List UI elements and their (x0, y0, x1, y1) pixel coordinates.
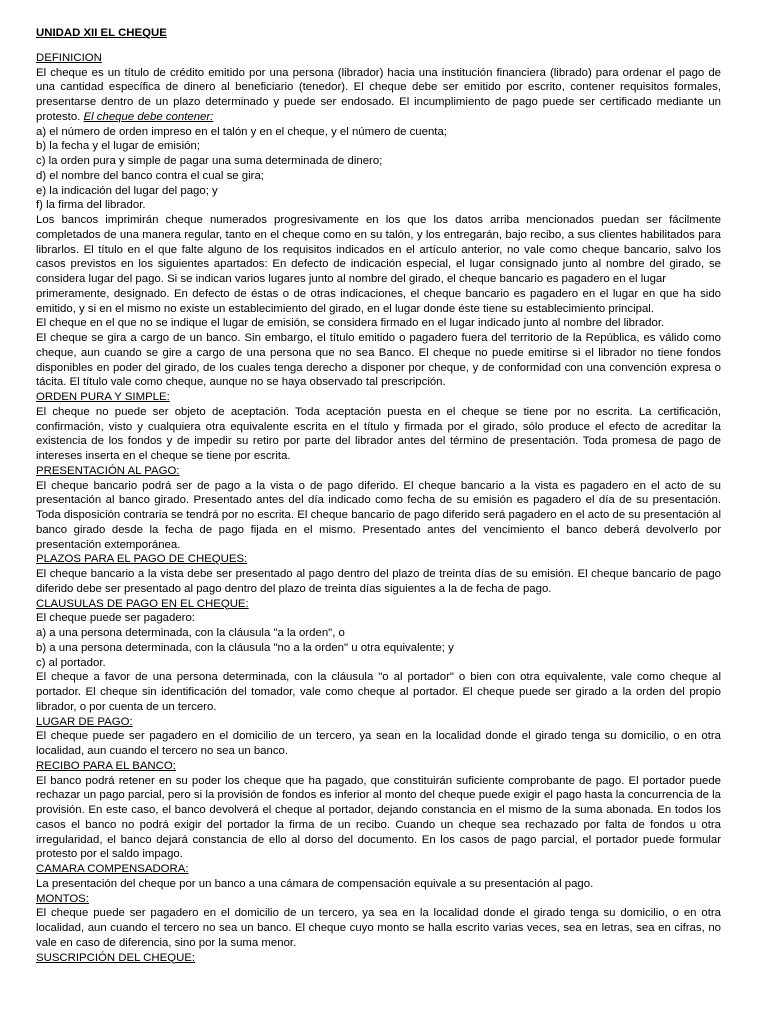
paragraph: primeramente, designado. En defecto de éstas o de otras indicaciones, el cheque bancario es pagadero en el lugar en que ha sido emitido, y si en el mismo no existe un establecimiento del girado, en el lugar donde éste tiene su establecimiento principal. (36, 287, 721, 315)
heading-orden: ORDEN PURA Y SIMPLE: (36, 391, 170, 404)
paragraph: El cheque bancario podrá ser de pago a la vista o de pago diferido. El cheque bancario a la vista es pagadero en el acto de su presentación al banco girado. Presentado antes del día indicado como fecha de su emisión es pagadero el día de su presentación. Toda disposición contraria se tendrá por no escrita. El cheque bancario de pago diferido será pagadero en el acto de su presentación al banco girado desde la fecha de pago fijada en el mismo. Presentado antes del vencimiento el banco deberá devolverlo por presentación extemporánea. (36, 479, 721, 551)
list-item: d) el nombre del banco contra el cual se gira; (36, 169, 264, 182)
heading-recibo: RECIBO PARA EL BANCO: (36, 759, 176, 772)
list-item: b) a una persona determinada, con la cláusula "no a la orden" u otra equivalente; y (36, 641, 454, 654)
paragraph: El cheque no puede ser objeto de aceptación. Toda aceptación puesta en el cheque se tiene por no escrita. La certificación, confirmación, visto y cualquiera otra equivalente escrita en el título y firmada por el girado, sólo produce el efecto de acreditar la existencia de los fondos y de impedir su retiro por parte del librador antes del término de presentación. Toda promesa de pago de intereses inserta en el cheque se tiene por escrita. (36, 405, 721, 463)
paragraph: El cheque puede ser pagadero en el domicilio de un tercero, ya sean en la localidad donde el girado tenga su domicilio, o en otra localidad, aun cuando el tercero no sea un banco. (36, 730, 721, 758)
list-item: c) al portador. (36, 656, 106, 669)
document-body (36, 51, 721, 966)
list-item: a) a una persona determinada, con la cláusula "a la orden", o (36, 627, 345, 640)
list-item: f) la firma del librador. (36, 199, 146, 212)
list-item: e) la indicación del lugar del pago; y (36, 184, 218, 197)
paragraph: El cheque a favor de una persona determinada, con la cláusula "o al portador" o bien con otra equivalente, vale como cheque al portador. El cheque sin identificación del tomador, vale como cheque al portador. El cheque puede ser girado a la orden del propio librador, o por cuenta de un tercero. (36, 671, 721, 713)
paragraph: El cheque puede ser pagadero: (36, 612, 195, 625)
paragraph: La presentación del cheque por un banco a una cámara de compensación equivale a su presentación al pago. (36, 877, 594, 890)
heading-montos: MONTOS: (36, 892, 89, 905)
list-item: b) la fecha y el lugar de emisión; (36, 140, 200, 153)
heading-presentacion: PRESENTACIÓN AL PAGO: (36, 464, 180, 477)
paragraph: El cheque en el que no se indique el lugar de emisión, se considera firmado en el lugar indicado junto al nombre del librador. (36, 317, 665, 330)
heading-camara: CAMARA COMPENSADORA: (36, 863, 189, 876)
paragraph: El cheque se gira a cargo de un banco. Sin embargo, el título emitido o pagadero fuera del territorio de la República, es válido como cheque, aun cuando se gire a cargo de una persona que no sea Banco. El cheque no puede emitirse si el librador no tiene fondos disponibles en poder del girado, de los cuales tenga derecho a disponer por cheque, y de conformidad con una convención expresa o tácita. El título vale como cheque, aunque no se haya observado tal prescripción. (36, 332, 721, 389)
paragraph: El cheque es un título de crédito emitido por una persona (librador) hacia una institución financiera (librado) para ordenar el pago de una cantidad específica de dinero al beneficiario (tenedor). El cheque debe ser emitido por escrito, contener requisitos formales, presentarse dentro de un plazo determinado y puede ser endosado. El incumplimiento de pago puede ser certificado mediante un protesto. El cheque debe contener: (36, 66, 721, 123)
paragraph: Los bancos imprimirán cheque numerados progresivamente en los que los datos arriba mencionados puedan ser fácilmente completados de una manera regular, tanto en el cheque como en su talón, y los entregarán, bajo recibo, a sus clientes habilitados para librarlos. El título en el que falte alguno de los requisitos indicados en el artículo anterior, no vale como cheque bancario, salvo los casos previstos en los siguientes apartados: En defecto de indicación especial, el lugar consignado junto al nombre del girado, se considera lugar del pago. Si se indican varios lugares junto al nombre del girado, el cheque bancario es pagadero en el lugar (36, 214, 721, 286)
heading-suscripcion: SUSCRIPCIÓN DEL CHEQUE: (36, 951, 196, 964)
list-item: a) el número de orden impreso en el talón y en el cheque, y el número de cuenta; (36, 125, 447, 138)
list-item: c) la orden pura y simple de pagar una suma determinada de dinero; (36, 155, 383, 168)
heading-definicion: DEFINICION (36, 51, 102, 64)
paragraph: El cheque bancario a la vista debe ser presentado al pago dentro del plazo de treinta días de su emisión. El cheque bancario de pago diferido debe ser presentado al pago dentro del plazo de treinta días siguientes a la de fecha de pago. (36, 568, 721, 595)
heading-clausulas: CLAUSULAS DE PAGO EN EL CHEQUE: (36, 597, 249, 610)
document-title: UNIDAD XII EL CHEQUE (36, 27, 167, 39)
heading-lugar: LUGAR DE PAGO: (36, 715, 133, 728)
paragraph: El banco podrá retener en su poder los cheque que ha pagado, que constituirán suficiente comprobante de pago. El portador puede rechazar un pago parcial, pero si la provisión de fondos es inferior al monto del cheque puede exigir el pago hasta la concurrencia de la provisión. En este caso, el banco devolverá el cheque al portador, dejando constancia en el mismo de la suma abonada. En todos los casos el banco no podrá exigir del portador la firma de un recibo. Cuando un cheque sea rechazado por falta de fondos u otra irregularidad, el banco dejará constancia de ello al dorso del documento. En los casos de pago parcial, el portador puede formular protesto por el saldo impago. (36, 774, 721, 861)
heading-plazos: PLAZOS PARA EL PAGO DE CHEQUES: (36, 553, 248, 566)
clauses-list (36, 626, 721, 670)
paragraph: El cheque puede ser pagadero en el domicilio de un tercero, ya sea en la localidad donde el girado tenga su domicilio, o en otra localidad, aun cuando el tercero no sea un banco. El cheque cuyo monto se halla escrito varias veces, sea en letras, sea en cifras, no vale en caso de diferencia, sino por la suma menor. (36, 907, 721, 949)
requirements-list (36, 125, 721, 214)
inline-subheading: El cheque debe contener: (83, 110, 214, 123)
